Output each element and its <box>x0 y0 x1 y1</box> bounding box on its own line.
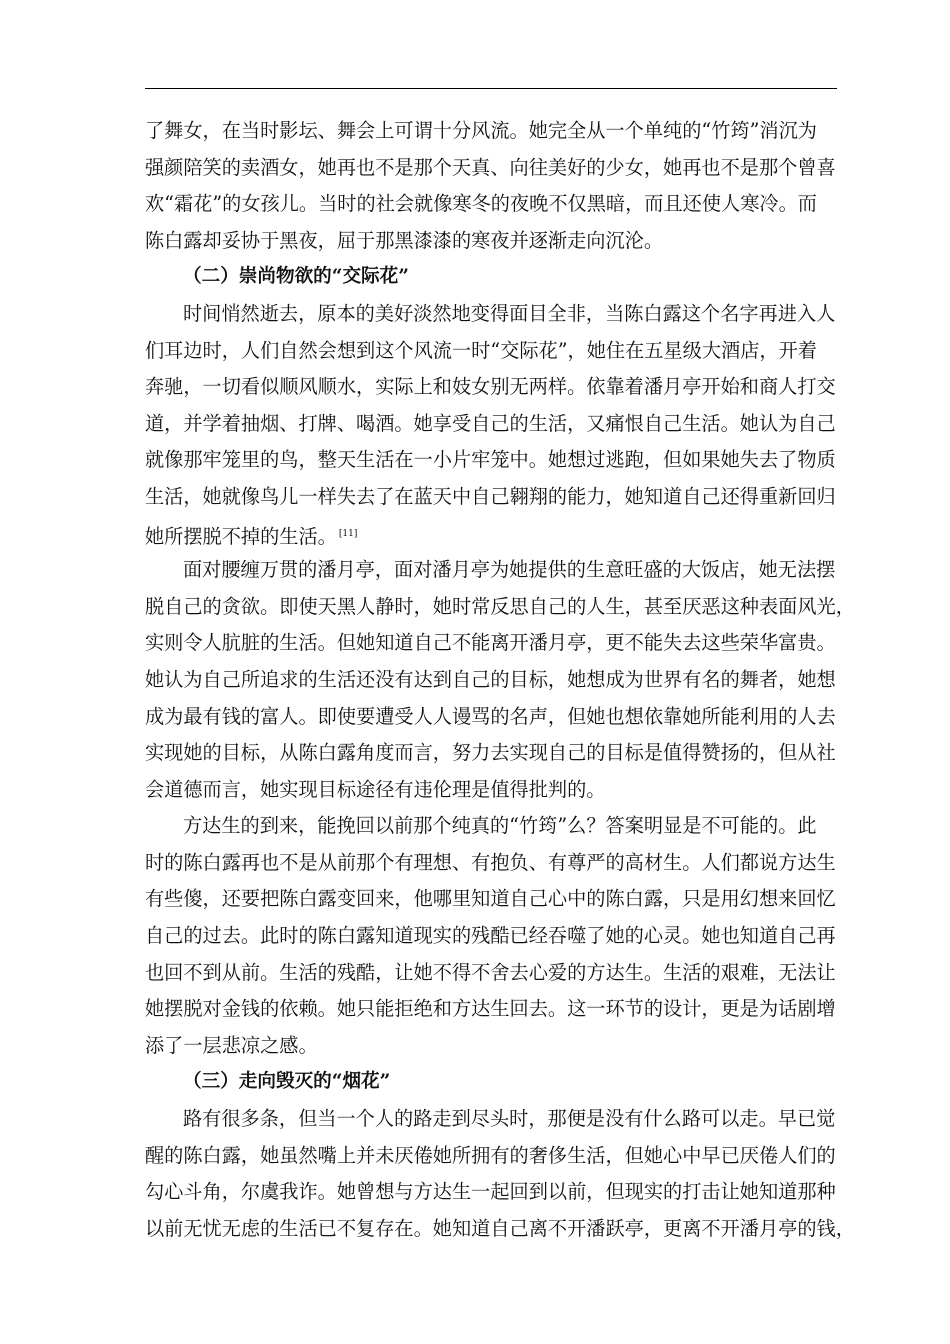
text-line: 方达生的到来，能挽回以前那个纯真的“竹筠”么？答案明显是不可能的。此 <box>183 814 817 838</box>
section-heading: （三）走向毁灭的“烟花” <box>183 1071 391 1093</box>
text-line: 脱自己的贪欲。即使天黑人静时，她时常反思自己的人生，甚至厌恶这种表面风光， <box>145 594 855 618</box>
text-line: 就像那牢笼里的鸟，整天生活在一小片牢笼中。她想过逃跑，但如果她失去了物质 <box>145 448 836 472</box>
text-line: 以前无忧无虑的生活已不复存在。她知道自己离不开潘跃亭，更离不开潘月亭的钱， <box>145 1216 855 1240</box>
text-line: 奔驰，一切看似顺风顺水，实际上和妓女别无两样。依靠着潘月亭开始和商人打交 <box>145 375 836 399</box>
text-line: 实现她的目标，从陈白露角度而言，努力去实现自己的目标是值得赞扬的，但从社 <box>145 741 836 765</box>
text-line: 添了一层悲凉之感。 <box>145 1033 318 1057</box>
text-line: 成为最有钱的富人。即使要遭受人人谩骂的名声，但她也想依靠她所能利用的人去 <box>145 704 836 728</box>
citation-reference: [11] <box>338 528 358 539</box>
text-line: 道，并学着抽烟、打牌、喝酒。她享受自己的生活，又痛恨自己生活。她认为自己 <box>145 411 836 435</box>
text-line: 勾心斗角，尔虞我诈。她曾想与方达生一起回到以前，但现实的打击让她知道那种 <box>145 1180 836 1204</box>
text-line: 陈白露却妥协于黑夜，屈于那黑漆漆的寒夜并逐渐走向沉沦。 <box>145 228 664 252</box>
text-line: 生活，她就像鸟儿一样失去了在蓝天中自己翱翔的能力，她知道自己还得重新回归 <box>145 484 836 508</box>
text-line <box>145 516 837 553</box>
text-line: 也回不到从前。生活的残酷，让她不得不舍去心爱的方达生。生活的艰难，无法让 <box>145 960 836 984</box>
text-line: 路有很多条，但当一个人的路走到尽头时，那便是没有什么路可以走。早已觉 <box>183 1107 836 1131</box>
text-line: 她认为自己所追求的生活还没有达到自己的目标，她想成为世界有名的舞者，她想 <box>145 667 836 691</box>
text-line: 实则令人肮脏的生活。但她知道自己不能离开潘月亭，更不能失去这些荣华富贵。 <box>145 631 836 655</box>
text-line: 欢“霜花”的女孩儿。当时的社会就像寒冬的夜晚不仅黑暗，而且还使人寒冷。而 <box>145 192 817 216</box>
section-heading: （二）崇尚物欲的“交际花” <box>183 266 409 288</box>
text-line: 自己的过去。此时的陈白露知道现实的残酷已经吞噬了她的心灵。她也知道自己再 <box>145 924 836 948</box>
text-line: 们耳边时，人们自然会想到这个风流一时“交际花”，她住在五星级大酒店，开着 <box>145 338 817 362</box>
header-rule <box>145 88 837 89</box>
text-line: 面对腰缠万贯的潘月亭，面对潘月亭为她提供的生意旺盛的大饭店，她无法摆 <box>183 558 836 582</box>
text-line-content: 她所摆脱不掉的生活。 <box>145 524 337 548</box>
text-line: 了舞女，在当时影坛、舞会上可谓十分风流。她完全从一个单纯的“竹筠”消沉为 <box>145 119 817 142</box>
text-line: 她摆脱对金钱的依赖。她只能拒绝和方达生回去。这一环节的设计，更是为话剧增 <box>145 997 836 1021</box>
text-line: 醒的陈白露，她虽然嘴上并未厌倦她所拥有的奢侈生活，但她心中早已厌倦人们的 <box>145 1143 836 1167</box>
text-line: 有些傻，还要把陈白露变回来，他哪里知道自己心中的陈白露，只是用幻想来回忆 <box>145 887 836 911</box>
text-line: 时间悄然逝去，原本的美好淡然地变得面目全非，当陈白露这个名字再进入人 <box>183 301 836 325</box>
text-line: 强颜陪笑的卖酒女，她再也不是那个天真、向往美好的少女，她再也不是那个曾喜 <box>145 155 836 179</box>
text-line: 会道德而言，她实现目标途径有违伦理是值得批判的。 <box>145 777 606 801</box>
text-line: 时的陈白露再也不是从前那个有理想、有抱负、有尊严的高材生。人们都说方达生 <box>145 850 836 874</box>
document-body <box>145 113 855 1247</box>
